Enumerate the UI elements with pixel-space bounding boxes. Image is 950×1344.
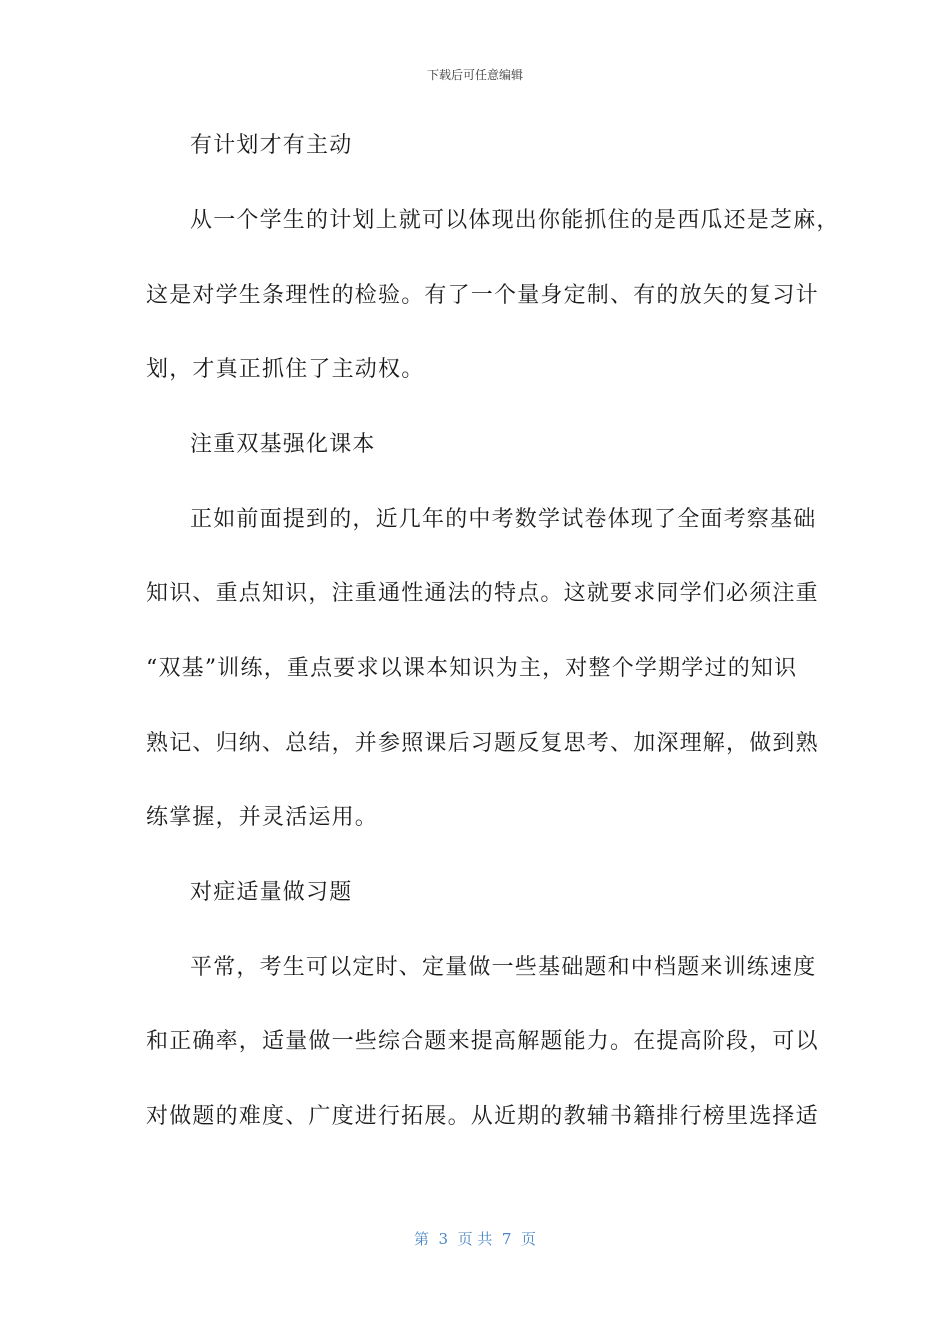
paragraph-line: 划，才真正抓住了主动权。 <box>146 357 425 382</box>
paragraph-line: 正如前面提到的，近几年的中考数学试卷体现了全面考察基础 <box>190 507 817 532</box>
paragraph-line: 知识、重点知识，注重通性通法的特点。这就要求同学们必须注重 <box>146 581 819 606</box>
section-heading-plan: 有计划才有主动 <box>190 133 353 158</box>
paragraph-line: 练掌握，并灵活运用。 <box>146 805 379 830</box>
paragraph-line: 和正确率，适量做一些综合题来提高解题能力。在提高阶段，可以 <box>146 1029 819 1054</box>
section-heading-basics: 注重双基强化课本 <box>190 432 376 457</box>
page-footer: 第 3 页 共 7 页 <box>414 1230 536 1248</box>
paragraph-line: 熟记、归纳、总结，并参照课后习题反复思考、加深理解，做到熟 <box>146 731 819 756</box>
paragraph-line: 从一个学生的计划上就可以体现出你能抓住的是西瓜还是芝麻， <box>190 208 840 233</box>
paragraph-line: “双基”训练，重点要求以课本知识为主，对整个学期学过的知识 <box>146 656 798 681</box>
page-header: 下载后可任意编辑 <box>426 68 523 82</box>
paragraph-line: 平常，考生可以定时、定量做一些基础题和中档题来训练速度 <box>190 955 817 980</box>
paragraph-line: 这是对学生条理性的检验。有了一个量身定制、有的放矢的复习计 <box>146 283 819 308</box>
paragraph-line: 对做题的难度、广度进行拓展。从近期的教辅书籍排行榜里选择适 <box>146 1104 819 1129</box>
section-heading-exercises: 对症适量做习题 <box>190 880 353 905</box>
